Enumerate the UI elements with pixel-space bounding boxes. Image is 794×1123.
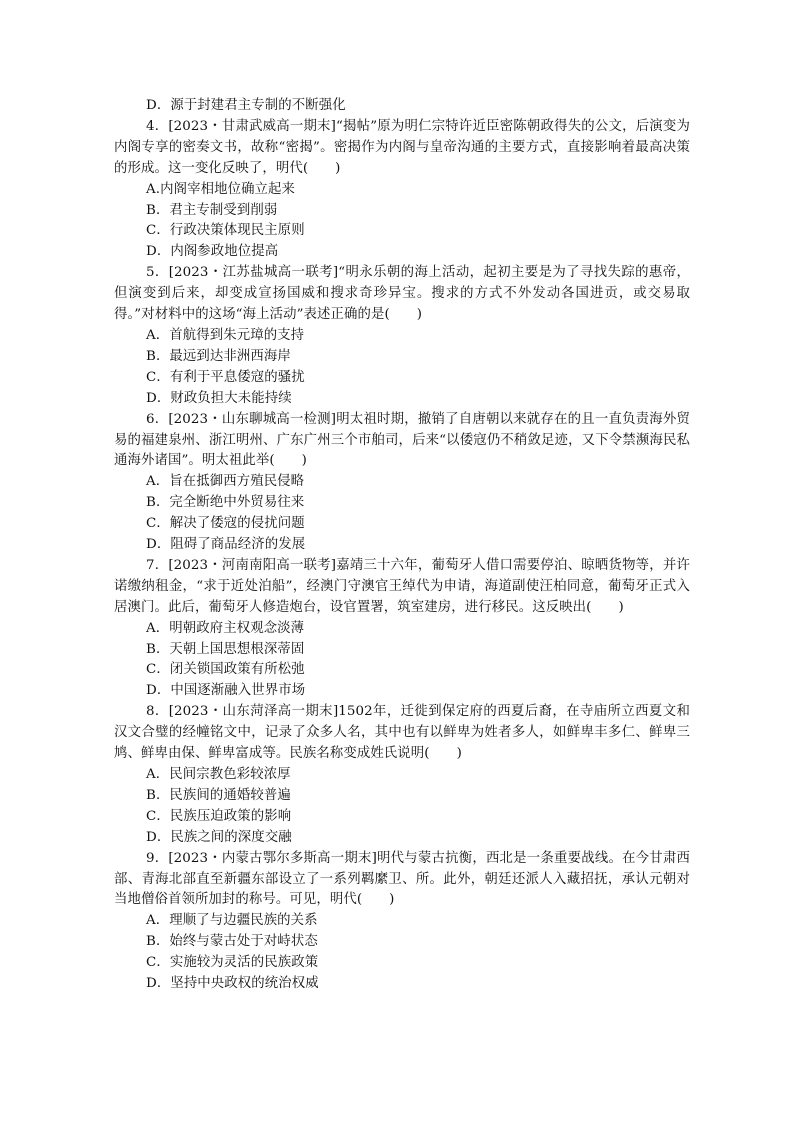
question-8 bbox=[114, 702, 690, 848]
question-stem: 4．[2023・甘肃武威高一期末]“揭帖”原为明仁宗特许近臣密陈朝政得失的公文，后演变为内阁专享的密奏文书，故称“密揭”。密揭作为内阁与皇帝沟通的主要方式，直接影响着最高决策的形成。这一变化反映了，明代( ) bbox=[114, 118, 690, 176]
question-sheet bbox=[114, 96, 690, 995]
option-d: D．中国逐渐融入世界市场 bbox=[146, 683, 306, 699]
option-b: B．民族间的通婚较普遍 bbox=[146, 787, 291, 803]
option-b: B．完全断绝中外贸易往来 bbox=[146, 495, 305, 511]
option-a: A.内阁宰相地位确立起来 bbox=[146, 181, 296, 197]
question-stem: 5．[2023・江苏盐城高一联考]“明永乐朝的海上活动，起初主要是为了寻找失踪的惠帝，但演变到后来，却变成宣扬国威和搜求奇珍异宝。搜求的方式不外发动各国进贡，或交易取得。”对材料中的这场“海上活动”表述正确的是( ) bbox=[114, 265, 690, 323]
option-c: C．民族压迫政策的影响 bbox=[146, 808, 292, 824]
option-b: B．最远到达非洲西海岸 bbox=[146, 348, 291, 364]
option-a: A．首航得到朱元璋的支持 bbox=[146, 327, 305, 343]
question-stem: 9．[2023・内蒙古鄂尔多斯高一期末]明代与蒙古抗衡，西北是一条重要战线。在今甘肃西部、青海北部直至新疆东部设立了一系列羁縻卫、所。此外，朝廷还派人入藏招抚，承认元朝对当地僧俗首领所加封的称号。可见，明代( ) bbox=[114, 850, 690, 908]
option-a: A．旨在抵御西方殖民侵略 bbox=[146, 474, 305, 490]
option-a: A．理顺了与边疆民族的关系 bbox=[146, 913, 318, 929]
option-a: A．明朝政府主权观念淡薄 bbox=[146, 620, 305, 636]
question-stem: 6．[2023・山东聊城高一检测]明太祖时期，撤销了自唐朝以来就存在的且一直负责海外贸易的福建泉州、浙江明州、广东广州三个市舶司，后来“以倭寇仍不稍敛足迹，又下令禁濒海民私通海外诸国”。明太祖此举( ) bbox=[114, 411, 690, 469]
question-stem: 8．[2023・山东菏泽高一期末]1502年，迁徙到保定府的西夏后裔，在寺庙所立西夏文和汉文合璧的经幢铭文中，记录了众多人名，其中也有以鲜卑为姓者多人，如鲜卑丰多仁、鲜卑三鸠、鲜卑由保、鲜卑富成等。民族名称变成姓氏说明( ) bbox=[114, 704, 690, 762]
option-d: D．内阁参政地位提高 bbox=[146, 244, 279, 260]
option-c: C．行政决策体现民主原则 bbox=[146, 223, 305, 239]
option-b: B．天朝上国思想根深蒂固 bbox=[146, 641, 305, 657]
question-4 bbox=[114, 117, 690, 263]
question-9 bbox=[114, 849, 690, 995]
option-c: C．有利于平息倭寇的骚扰 bbox=[146, 369, 305, 385]
option-c: C．闭关锁国政策有所松弛 bbox=[146, 662, 305, 678]
option-c: C．解决了倭寇的侵扰问题 bbox=[146, 516, 305, 532]
option-d: D．阻碍了商品经济的发展 bbox=[146, 537, 306, 553]
option-b: B．始终与蒙古处于对峙状态 bbox=[146, 934, 318, 950]
option-b: B．君主专制受到削弱 bbox=[146, 202, 278, 218]
option-c: C．实施较为灵活的民族政策 bbox=[146, 955, 319, 971]
question-6 bbox=[114, 410, 690, 556]
option-d-lead: D．源于封建君主专制的不断强化 bbox=[146, 98, 346, 113]
option-d: D．坚持中央政权的统治权威 bbox=[146, 976, 319, 992]
option-a: A．民间宗教色彩较浓厚 bbox=[146, 767, 291, 782]
option-d: D．民族之间的深度交融 bbox=[146, 829, 292, 845]
question-7 bbox=[114, 556, 690, 702]
question-5 bbox=[114, 263, 690, 409]
question-stem: 7．[2023・河南南阳高一联考]嘉靖三十六年，葡萄牙人借口需要停泊、晾晒货物等，并许诺缴纳租金，“求于近处泊船”，经澳门守澳官王绰代为申请，海道副使汪柏同意，葡萄牙正式入居澳门。此后，葡萄牙人修造炮台，设官置署，筑室建房，进行移民。这反映出( ) bbox=[114, 557, 690, 615]
option-d: D．财政负担大未能持续 bbox=[146, 390, 292, 406]
